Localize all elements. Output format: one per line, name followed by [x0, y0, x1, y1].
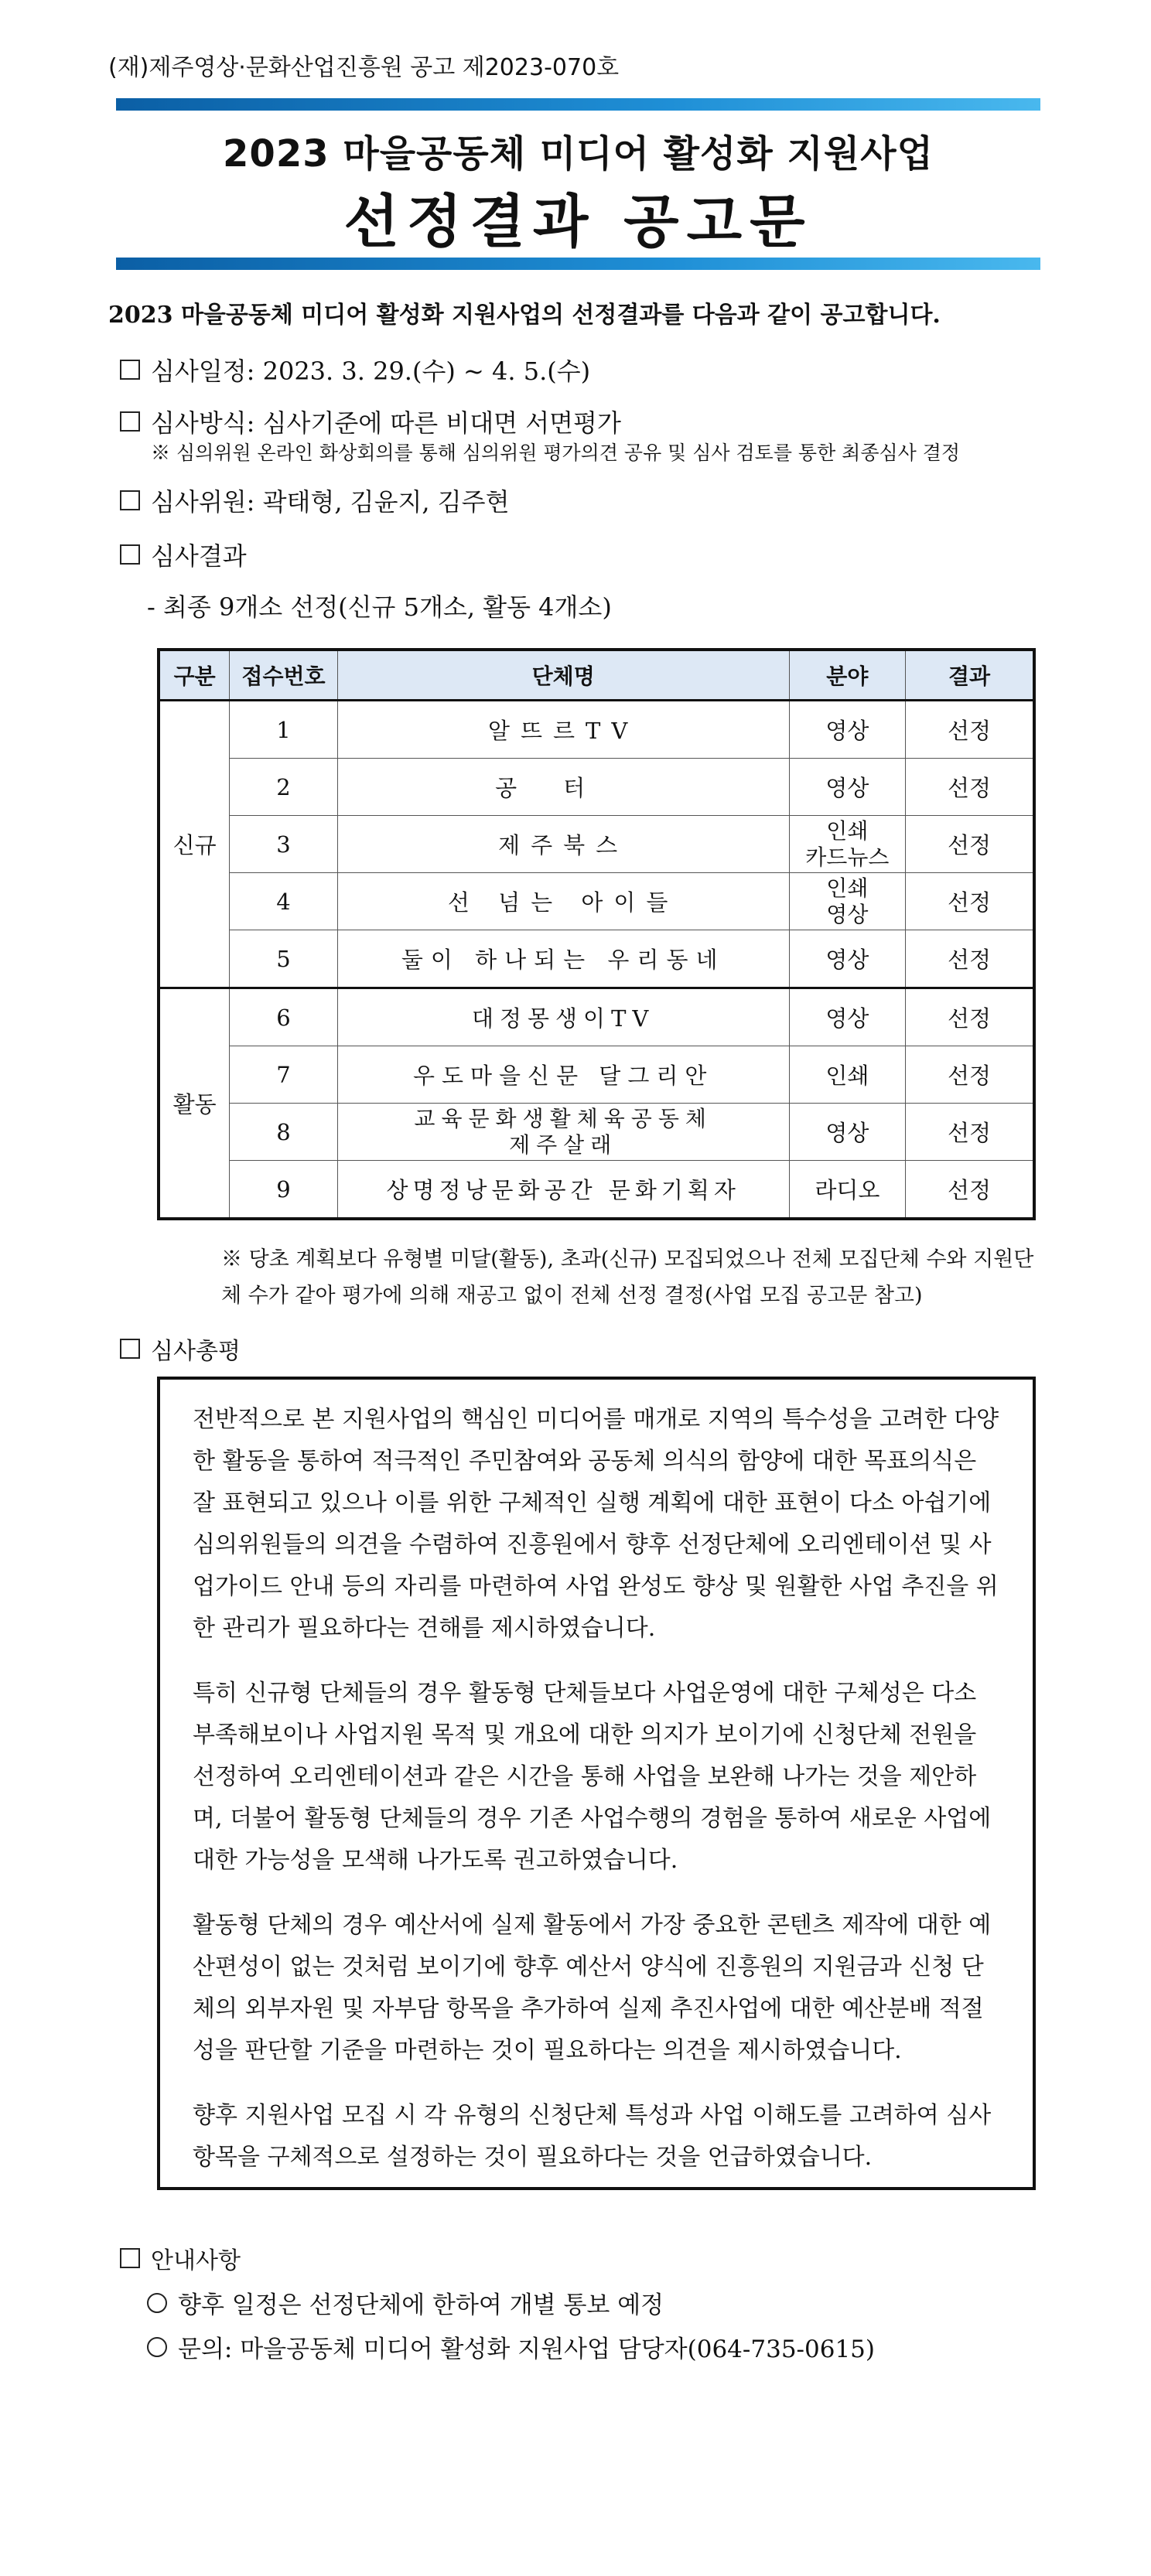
- cell-result: 선정: [906, 1104, 1034, 1161]
- title-bottom-bar: [116, 258, 1040, 270]
- review-heading-text: 심사총평: [151, 1338, 241, 1365]
- cell-field: [789, 816, 905, 873]
- cell-result: 선정: [906, 816, 1034, 873]
- cell-number: 7: [230, 1046, 338, 1104]
- group-active-cell: 활동: [159, 988, 230, 1220]
- cell-field: 영상: [789, 930, 905, 988]
- method-text: 심사방식: 심사기준에 따른 비대면 서면평가: [151, 408, 621, 438]
- cell-field: 영상: [789, 988, 905, 1046]
- circle-bullet-icon: [147, 2337, 167, 2357]
- guide-item-2-text: 문의: 마을공동체 미디어 활성화 지원사업 담당자(064-735-0615): [178, 2335, 876, 2363]
- cell-field-line2: 영상: [826, 901, 869, 927]
- cell-name: [337, 1104, 789, 1161]
- cell-field: 인쇄: [789, 1046, 905, 1104]
- checkbox-square-icon: [120, 2248, 140, 2268]
- guide-heading-item: [120, 2241, 241, 2275]
- table-row: [159, 701, 1034, 759]
- cell-name: 대정몽생이TV: [337, 988, 789, 1046]
- table-row: [159, 1161, 1034, 1220]
- notice-number: (재)제주영상·문화산업진흥원 공고 제2023-070호: [108, 54, 620, 81]
- result-heading-item: [120, 537, 247, 572]
- title-line-2: 선정결과 공고문: [343, 189, 813, 255]
- table-row: [159, 1104, 1034, 1161]
- header-result: 결과: [906, 650, 1034, 701]
- header-group-name: 단체명: [337, 650, 789, 701]
- method-note: ※ 심의위원 온라인 화상회의를 통해 심의위원 평가의견 공유 및 심사 검토를 통한 최종심사 결정: [151, 442, 961, 464]
- table-row: [159, 930, 1034, 988]
- title-top-bar: [116, 98, 1040, 111]
- cell-result: 선정: [906, 873, 1034, 930]
- table-row: [159, 988, 1034, 1046]
- cell-name: 우도마을신문 달그리안: [337, 1046, 789, 1104]
- guide-item-2: [147, 2329, 875, 2364]
- checkbox-square-icon: [120, 490, 140, 510]
- cell-name-line1: 교육문화생활체육공동체: [414, 1105, 712, 1131]
- cell-field: 라디오: [789, 1161, 905, 1220]
- guide-item-1-text: 향후 일정은 선정단체에 한하여 개별 통보 예정: [178, 2291, 664, 2319]
- review-paragraph: 특히 신규형 단체들의 경우 활동형 단체들보다 사업운영에 대한 구체성은 다소 부족해보이나 사업지원 목적 및 개요에 대한 의지가 보이기에 신청단체 전원을 선정하여 오리엔테이션과 같은 시간을 통해 사업을 보완해 나가는 것을 제안하며, 더불어 활동형 단체들의 경우 기존 사업수행의 경험을 통하여 새로운 사업에 대한 가능성을 모색해 나가도록 권고하였습니다.: [193, 1680, 992, 1874]
- cell-number: 1: [230, 701, 338, 759]
- cell-number: 2: [230, 759, 338, 816]
- cell-name: 상명정낭문화공간 문화기획자: [337, 1161, 789, 1220]
- group-new-cell: 신규: [159, 701, 230, 988]
- cell-field: 영상: [789, 701, 905, 759]
- cell-name: 선 넘는 아이들: [337, 873, 789, 930]
- guide-item-1: [147, 2285, 664, 2320]
- cell-result: 선정: [906, 759, 1034, 816]
- cell-name: 알뜨르TV: [337, 701, 789, 759]
- cell-number: 8: [230, 1104, 338, 1161]
- results-table: [157, 648, 1036, 1220]
- schedule-text: 심사일정: 2023. 3. 29.(수) ~ 4. 5.(수): [151, 357, 591, 386]
- checkbox-square-icon: [120, 411, 140, 432]
- judges-text: 심사위원: 곽태형, 김윤지, 김주현: [151, 487, 510, 517]
- intro-text: 2023 마을공동체 미디어 활성화 지원사업의 선정결과를 다음과 같이 공고합니다.: [108, 302, 941, 329]
- cell-number: 3: [230, 816, 338, 873]
- review-box: [157, 1377, 1036, 2190]
- guide-heading-text: 안내사항: [151, 2247, 241, 2274]
- cell-name-line2: 제주살래: [509, 1131, 618, 1158]
- cell-number: 9: [230, 1161, 338, 1220]
- cell-field: 영상: [789, 1104, 905, 1161]
- circle-bullet-icon: [147, 2293, 167, 2313]
- cell-number: 6: [230, 988, 338, 1046]
- cell-number: 5: [230, 930, 338, 988]
- header-category: 구분: [159, 650, 230, 701]
- cell-result: 선정: [906, 988, 1034, 1046]
- cell-field: 영상: [789, 759, 905, 816]
- result-heading-text: 심사결과: [151, 541, 247, 571]
- cell-field: [789, 873, 905, 930]
- table-row: [159, 1046, 1034, 1104]
- header-number: 접수번호: [230, 650, 338, 701]
- judges-item: [120, 483, 510, 518]
- review-heading-item: [120, 1332, 241, 1366]
- method-item: [120, 404, 621, 439]
- cell-field-line1: 인쇄: [826, 817, 869, 844]
- cell-field-line1: 인쇄: [826, 875, 869, 901]
- review-paragraph: 향후 지원사업 모집 시 각 유형의 신청단체 특성과 사업 이해도를 고려하여 심사항목을 구체적으로 설정하는 것이 필요하다는 것을 언급하였습니다.: [193, 2102, 992, 2171]
- cell-name: 둘이 하나되는 우리동네: [337, 930, 789, 988]
- cell-name: 제주북스: [337, 816, 789, 873]
- checkbox-square-icon: [120, 1339, 140, 1359]
- table-row: [159, 873, 1034, 930]
- cell-result: 선정: [906, 701, 1034, 759]
- cell-number: 4: [230, 873, 338, 930]
- table-row: [159, 759, 1034, 816]
- result-summary: - 최종 9개소 선정(신규 5개소, 활동 4개소): [147, 592, 612, 622]
- checkbox-square-icon: [120, 544, 140, 565]
- review-paragraph: 전반적으로 본 지원사업의 핵심인 미디어를 매개로 지역의 특수성을 고려한 다양한 활동을 통하여 적극적인 주민참여와 공동체 의식의 함양에 대한 목표의식은 잘 표현되고 있으나 이를 위한 구체적인 실행 계획에 대한 표현이 다소 아쉽기에 심의위원들의 의견을 수렴하여 진흥원에서 향후 선정단체에 오리엔테이션 및 사업가이드 안내 등의 자리를 마련하여 사업 완성도 향상 및 원활한 사업 추진을 위한 관리가 필요하다는 견해를 제시하였습니다.: [193, 1406, 999, 1642]
- title-line-1: 2023 마을공동체 미디어 활성화 지원사업: [223, 132, 934, 176]
- cell-result: 선정: [906, 1161, 1034, 1220]
- schedule-item: [120, 352, 590, 387]
- header-field: 분야: [789, 650, 905, 701]
- table-row: [159, 816, 1034, 873]
- cell-field-line2: 카드뉴스: [805, 844, 890, 870]
- table-note: ※ 당초 계획보다 유형별 미달(활동), 초과(신규) 모집되었으나 전체 모집단체 수와 지원단체 수가 같아 평가에 의해 재공고 없이 전체 선정 결정(사업 모집 공고문 참고): [221, 1247, 1034, 1308]
- table-header-row: [159, 650, 1034, 701]
- cell-result: 선정: [906, 1046, 1034, 1104]
- cell-result: 선정: [906, 930, 1034, 988]
- checkbox-square-icon: [120, 360, 140, 380]
- cell-name: 공터: [337, 759, 789, 816]
- review-paragraph: 활동형 단체의 경우 예산서에 실제 활동에서 가장 중요한 콘텐츠 제작에 대한 예산편성이 없는 것처럼 보이기에 향후 예산서 양식에 진흥원의 지원금과 신청 단체의 외부자원 및 자부담 항목을 추가하여 실제 추진사업에 대한 예산분배 적절성을 판단할 기준을 마련하는 것이 필요하다는 의견을 제시하였습니다.: [193, 1912, 992, 2064]
